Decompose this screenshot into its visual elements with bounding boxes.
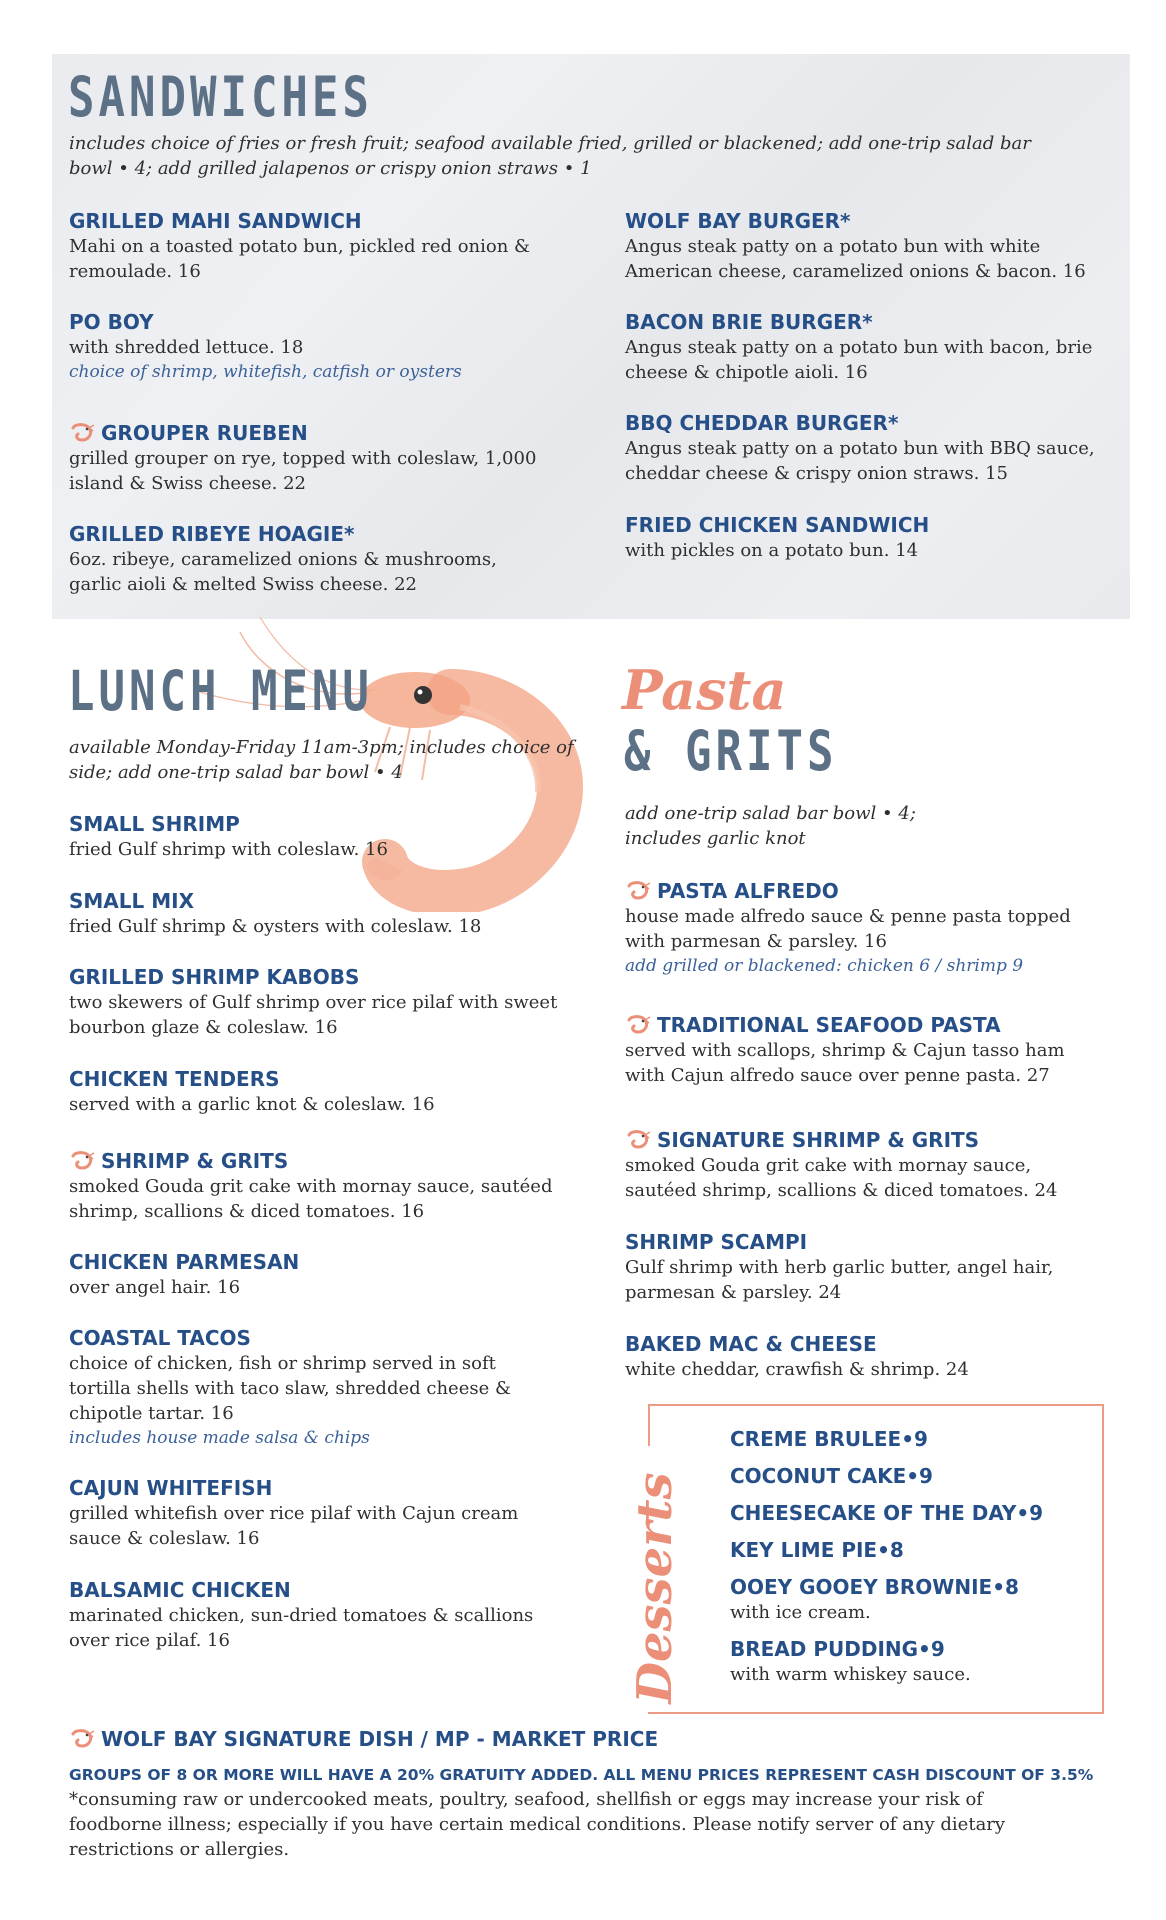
item-desc: smoked Gouda grit cake with mornay sauce, sautéed shrimp, scallions & diced tomatoes. 16 xyxy=(69,1176,553,1222)
desserts-script-title: Desserts xyxy=(627,1472,683,1704)
menu-item xyxy=(625,1012,1105,1088)
sandwiches-title: SANDWICHES xyxy=(68,66,373,130)
item-name: GRILLED MAHI SANDWICH xyxy=(69,209,362,233)
dessert-name: OOEY GOOEY BROWNIE•8 xyxy=(730,1575,1019,1599)
legend-row xyxy=(69,1726,1069,1752)
menu-item xyxy=(625,309,1120,385)
dessert-desc: with warm whiskey sauce. xyxy=(730,1664,971,1685)
menu-item xyxy=(69,1066,569,1117)
menu-item xyxy=(69,309,539,384)
item-desc: Angus steak patty on a potato bun with BBQ sauce, cheddar cheese & crispy onion straws. 15 xyxy=(625,438,1095,484)
pasta-note: add one-trip salad bar bowl • 4; includes garlic knot xyxy=(625,803,916,849)
menu-item xyxy=(625,1127,1105,1203)
item-desc: Angus steak patty on a potato bun with bacon, brie cheese & chipotle aioli. 16 xyxy=(625,337,1093,383)
item-name: CHICKEN TENDERS xyxy=(69,1067,280,1091)
pasta-title: & GRITS xyxy=(624,720,838,784)
item-desc: 6oz. ribeye, caramelized onions & mushrooms, garlic aioli & melted Swiss cheese. 22 xyxy=(69,549,497,595)
item-desc: served with a garlic knot & coleslaw. 16 xyxy=(69,1094,435,1115)
menu-item xyxy=(69,1475,569,1551)
gratuity-notice: GROUPS OF 8 OR MORE WILL HAVE A 20% GRATUITY ADDED. ALL MENU PRICES REPRESENT CASH DISCOUNT OF 3.5% xyxy=(69,1766,1094,1784)
item-desc: two skewers of Gulf shrimp over rice pilaf with sweet bourbon glaze & coleslaw. 16 xyxy=(69,992,558,1038)
menu-item xyxy=(69,420,539,496)
item-label: GROUPER RUEBEN xyxy=(101,421,308,445)
menu-item xyxy=(69,1325,529,1450)
item-desc: choice of chicken, fish or shrimp served in soft tortilla shells with taco slaw, shredded cheese & chipotle tartar. 16 xyxy=(69,1353,511,1424)
item-label: PASTA ALFREDO xyxy=(657,879,839,903)
item-desc: house made alfredo sauce & penne pasta topped with parmesan & parsley. 16 xyxy=(625,906,1071,952)
menu-item xyxy=(69,811,569,862)
menu-item xyxy=(69,888,569,939)
item-desc: fried Gulf shrimp with coleslaw. 16 xyxy=(69,839,388,860)
sandwiches-note: includes choice of fries or fresh fruit; seafood available fried, grilled or blackened; add one-trip salad bar bowl • 4; add grilled jalapenos or crispy onion straws • 1 xyxy=(69,133,1031,179)
item-name: CAJUN WHITEFISH xyxy=(69,1476,273,1500)
item-desc: grilled grouper on rye, topped with coleslaw, 1,000 island & Swiss cheese. 22 xyxy=(69,448,537,494)
item-desc: with shredded lettuce. 18 xyxy=(69,337,304,358)
dessert-item xyxy=(730,1463,1090,1489)
item-name: BAKED MAC & CHEESE xyxy=(625,1332,877,1356)
item-name-row xyxy=(625,1127,1105,1153)
dessert-name: CREME BRULEE•9 xyxy=(730,1427,928,1451)
item-desc: over angel hair. 16 xyxy=(69,1277,241,1298)
item-name: BBQ CHEDDAR BURGER* xyxy=(625,411,899,435)
lunch-note: available Monday-Friday 11am-3pm; includes choice of side; add one-trip salad bar bowl • 4 xyxy=(69,737,574,783)
item-name: COASTAL TACOS xyxy=(69,1326,251,1350)
item-label: SIGNATURE SHRIMP & GRITS xyxy=(657,1128,980,1152)
item-desc: marinated chicken, sun-dried tomatoes & scallions over rice pilaf. 16 xyxy=(69,1605,534,1651)
item-desc: Mahi on a toasted potato bun, pickled red onion & remoulade. 16 xyxy=(69,236,531,282)
disclaimer: *consuming raw or undercooked meats, poultry, seafood, shellfish or eggs may increase your risk of foodborne illness; especially if you have certain medical conditions. Please notify server of any dietary restrictions or allergies. xyxy=(69,1789,1006,1860)
item-option: add grilled or blackened: chicken 6 / shrimp 9 xyxy=(625,956,1024,976)
dessert-item xyxy=(730,1500,1090,1526)
item-name: BACON BRIE BURGER* xyxy=(625,310,873,334)
item-desc: served with scallops, shrimp & Cajun tasso ham with Cajun alfredo sauce over penne pasta. 27 xyxy=(625,1040,1065,1086)
dessert-item xyxy=(730,1426,1090,1452)
item-name-row xyxy=(69,420,539,446)
legend-label: WOLF BAY SIGNATURE DISH / MP - MARKET PRICE xyxy=(101,1727,659,1751)
item-name: SHRIMP SCAMPI xyxy=(625,1230,808,1254)
menu-item xyxy=(625,512,1120,563)
menu-item xyxy=(69,1148,569,1224)
pasta-script-title: Pasta xyxy=(622,658,787,722)
menu-item xyxy=(69,521,539,597)
lunch-title: LUNCH MENU xyxy=(68,660,373,724)
menu-item xyxy=(625,410,1120,486)
shrimp-icon xyxy=(69,422,95,444)
shrimp-icon xyxy=(625,1014,651,1036)
menu-item xyxy=(625,208,1120,284)
dessert-name: BREAD PUDDING•9 xyxy=(730,1637,945,1661)
dessert-desc: with ice cream. xyxy=(730,1602,871,1623)
shrimp-icon xyxy=(625,1129,651,1151)
item-name: WOLF BAY BURGER* xyxy=(625,209,851,233)
dessert-item xyxy=(730,1636,1090,1687)
item-name: CHICKEN PARMESAN xyxy=(69,1250,300,1274)
menu-item xyxy=(625,1331,1105,1382)
item-name: PO BOY xyxy=(69,310,154,334)
menu-item xyxy=(625,1229,1105,1305)
item-name-row xyxy=(69,1148,569,1174)
item-desc: Gulf shrimp with herb garlic butter, angel hair, parmesan & parsley. 24 xyxy=(625,1257,1054,1303)
shrimp-icon xyxy=(69,1728,95,1750)
item-name: SMALL MIX xyxy=(69,889,194,913)
shrimp-icon xyxy=(69,1150,95,1172)
item-desc: Angus steak patty on a potato bun with white American cheese, caramelized onions & bacon. 16 xyxy=(625,236,1086,282)
item-option: includes house made salsa & chips xyxy=(69,1428,370,1448)
item-desc: with pickles on a potato bun. 14 xyxy=(625,540,919,561)
item-option: choice of shrimp, whitefish, catfish or oysters xyxy=(69,362,462,382)
dessert-name: KEY LIME PIE•8 xyxy=(730,1538,904,1562)
item-name: FRIED CHICKEN SANDWICH xyxy=(625,513,930,537)
menu-item xyxy=(69,208,539,284)
menu-item xyxy=(69,1249,569,1300)
shrimp-icon xyxy=(625,880,651,902)
item-name: BALSAMIC CHICKEN xyxy=(69,1578,291,1602)
menu-item xyxy=(625,878,1105,978)
item-desc: smoked Gouda grit cake with mornay sauce, sautéed shrimp, scallions & diced tomatoes. 24 xyxy=(625,1155,1058,1201)
item-desc: fried Gulf shrimp & oysters with coleslaw. 18 xyxy=(69,916,482,937)
signature-legend xyxy=(69,1726,1069,1752)
item-name-row xyxy=(625,1012,1105,1038)
dessert-name: CHEESECAKE OF THE DAY•9 xyxy=(730,1501,1044,1525)
dessert-name: COCONUT CAKE•9 xyxy=(730,1464,933,1488)
menu-item xyxy=(69,1577,569,1653)
item-label: TRADITIONAL SEAFOOD PASTA xyxy=(657,1013,1001,1037)
item-name: GRILLED RIBEYE HOAGIE* xyxy=(69,522,355,546)
dessert-item xyxy=(730,1574,1090,1625)
item-desc: white cheddar, crawfish & shrimp. 24 xyxy=(625,1359,969,1380)
item-name-row xyxy=(625,878,1105,904)
item-name: GRILLED SHRIMP KABOBS xyxy=(69,965,360,989)
item-label: SHRIMP & GRITS xyxy=(101,1149,289,1173)
dessert-item xyxy=(730,1537,1090,1563)
item-desc: grilled whitefish over rice pilaf with Cajun cream sauce & coleslaw. 16 xyxy=(69,1503,519,1549)
menu-item xyxy=(69,964,569,1040)
item-name: SMALL SHRIMP xyxy=(69,812,240,836)
